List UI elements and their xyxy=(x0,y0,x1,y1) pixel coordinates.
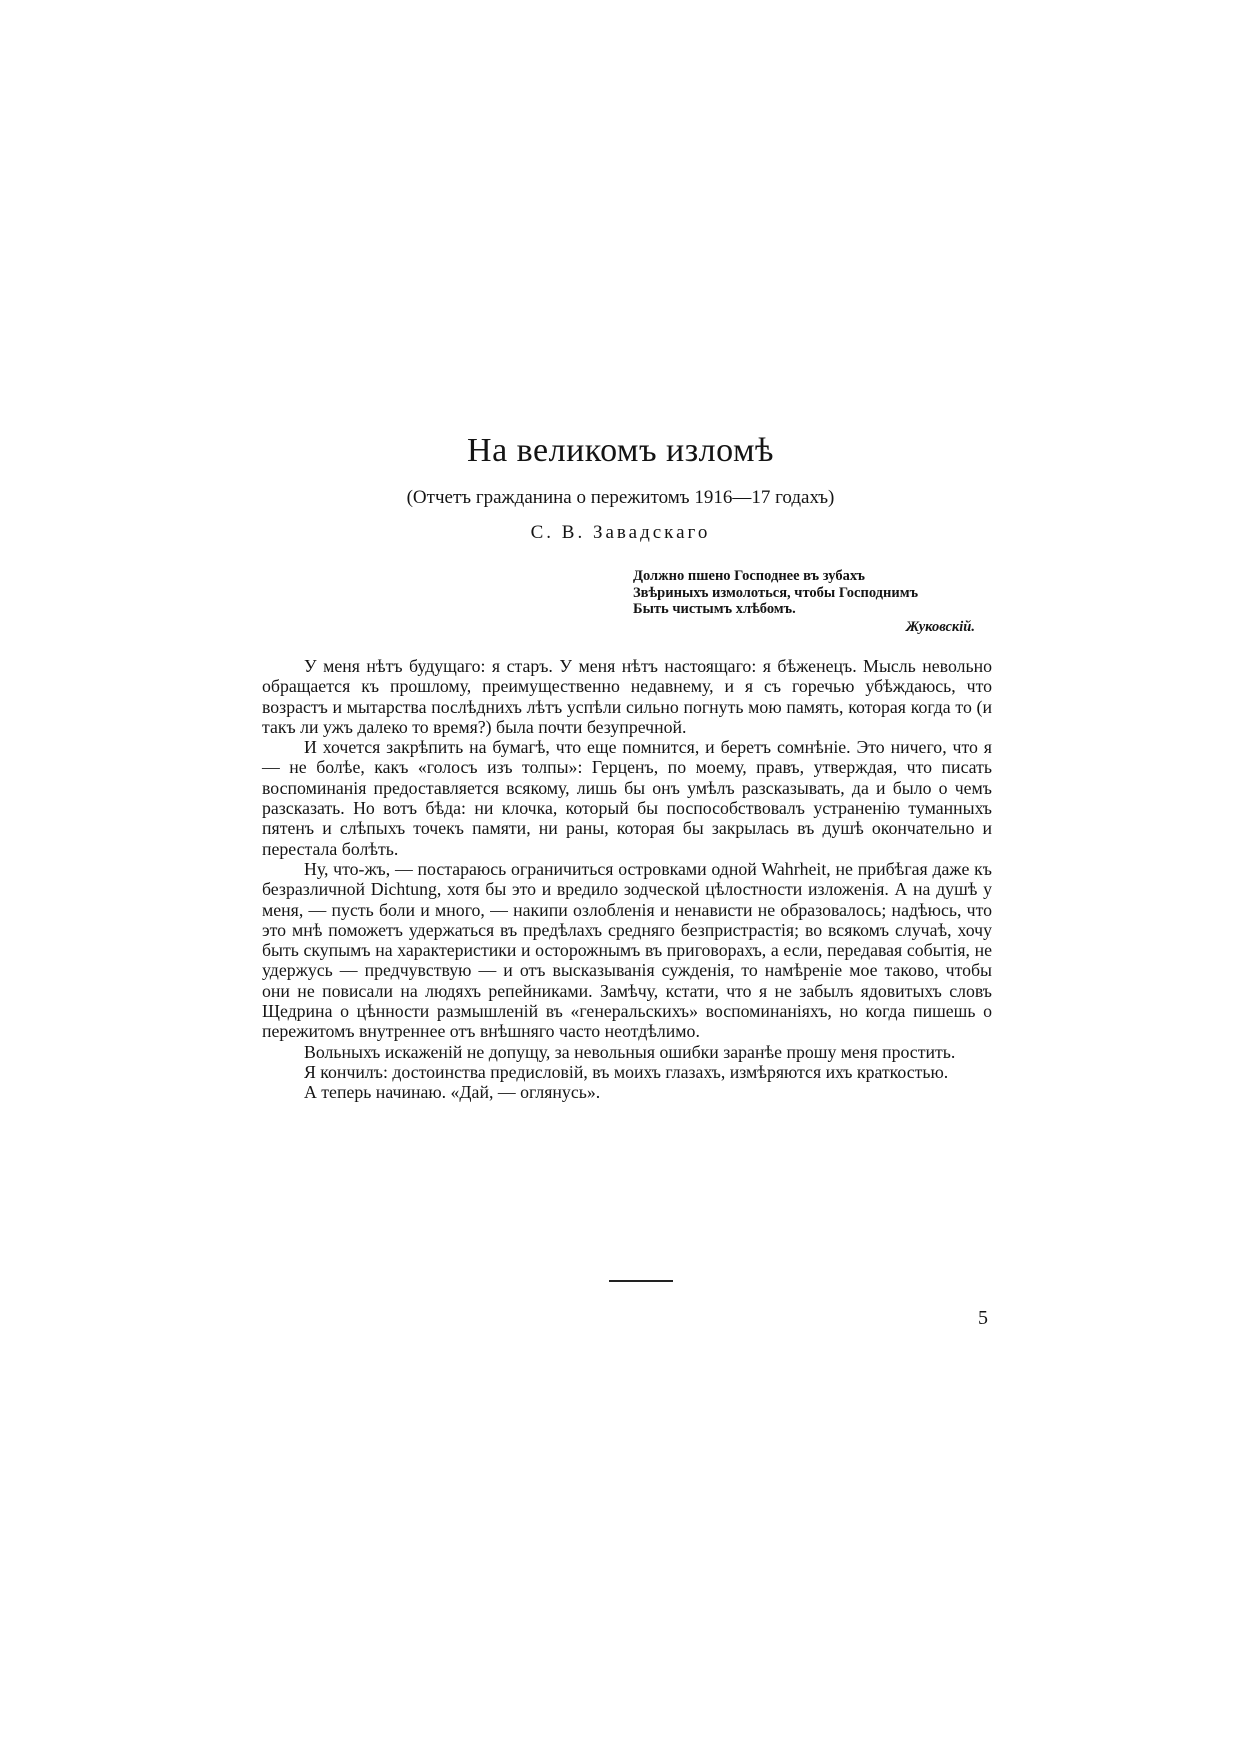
paragraph: А теперь начинаю. «Дай, — оглянусь». xyxy=(304,1082,601,1103)
section-separator xyxy=(609,1280,673,1282)
paragraph: У меня нѣтъ будущаго: я старъ. У меня нѣтъ настоящаго: я бѣженецъ. Мысль невольно обращается къ прошлому, преимущественно недавнему, и я съ горечью убѣждаюсь, что возрастъ и мытарства послѣднихъ лѣтъ успѣли сильно погнуть мою память, которая когда то (и такъ ли ужъ далеко то время?) была почти безупречной. xyxy=(262,656,992,737)
epigraph-source: Жуковскій. xyxy=(905,618,975,635)
paragraph: Вольныхъ искаженій не допущу, за невольныя ошибки заранѣе прошу меня простить. xyxy=(304,1041,956,1062)
paragraph: И хочется закрѣпить на бумагѣ, что еще помнится, и беретъ сомнѣніе. Это ничего, что я — не болѣе, какъ «голосъ изъ толпы»: Герценъ, по моему, правъ, утверждая, что писать воспоминанія предоставляется всякому, лишь бы онъ умѣлъ разсказывать, да и было о чемъ разсказать. Но вотъ бѣда: ни клочка, который бы поспособствовалъ устраненію туманныхъ пятенъ и слѣпыхъ точекъ памяти, ни раны, которая бы закрылась въ душѣ окончательно и перестала болѣть. xyxy=(262,737,992,859)
epigraph-line: Быть чистымъ хлѣбомъ. xyxy=(633,601,796,617)
epigraph-line: Звѣриныхъ измолоться, чтобы Господнимъ xyxy=(633,584,919,601)
body-text xyxy=(262,656,992,1103)
article-subtitle: (Отчетъ гражданина о пережитомъ 1916—17 годахъ) xyxy=(406,487,835,508)
article-author: С. В. Завадскаго xyxy=(530,522,711,543)
page-number: 5 xyxy=(978,1307,988,1329)
paragraph: Я кончилъ: достоинства предисловій, въ моихъ глазахъ, измѣряются ихъ краткостью. xyxy=(304,1061,949,1082)
paragraph: Ну, что-жъ, — постараюсь ограничиться островками одной Wahrheit, не прибѣгая даже къ безразличной Dichtung, хотя бы это и вредило зодческой цѣлостности изложенія. А на душѣ у меня, — пусть боли и много, — накипи озлобленія и ненависти не образовалось; надѣюсь, что это мнѣ поможетъ удержаться въ предѣлахъ средняго безпристрастія; во всякомъ случаѣ, хочу быть скупымъ на характеристики и осторожнымъ въ приговорахъ, а если, передавая событія, не удержусь — предчувствую — и отъ высказыванія сужденія, то намѣреніе мое таково, чтобы они не повисали на людяхъ репейниками. Замѣчу, кстати, что я не забылъ ядовитыхъ словъ Щедрина о цѣнности размышленій въ «генеральскихъ» воспоминаніяхъ, но когда пишешь о пережитомъ внутреннее отъ внѣшняго часто неотдѣлимо. xyxy=(262,858,992,1042)
epigraph-line: Должно пшено Господнее въ зубахъ xyxy=(633,568,865,584)
article-title: На великомъ изломѣ xyxy=(467,432,774,469)
epigraph xyxy=(633,568,1003,635)
